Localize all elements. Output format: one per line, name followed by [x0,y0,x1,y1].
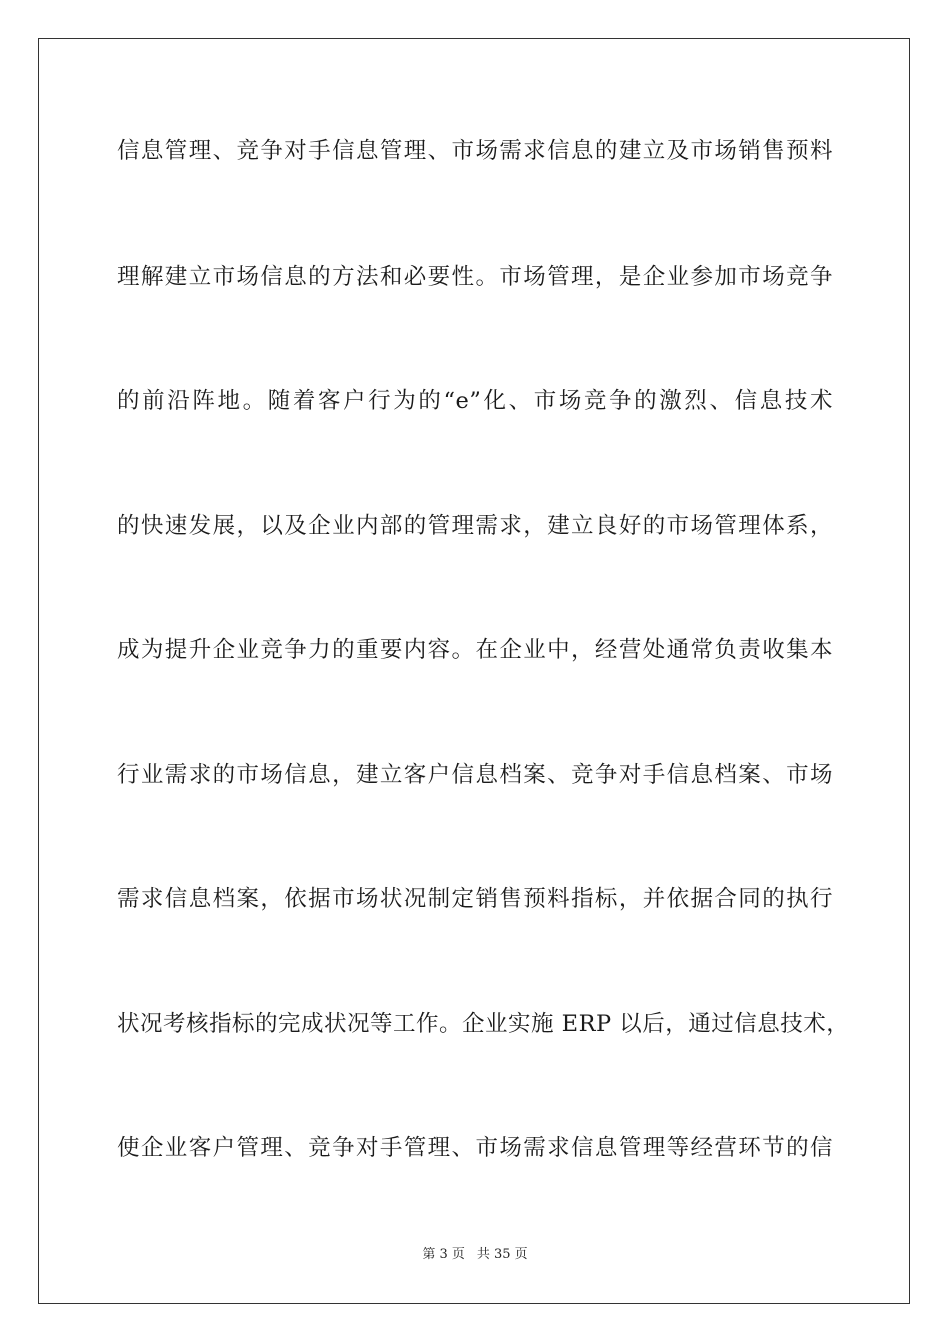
total-page-count: 共 35 页 [476,1247,528,1262]
body-text-line-2: 理解建立市场信息的方法和必要性。市场管理，是企业参加市场竞争 [117,264,833,290]
body-text-line-7: 需求信息档案，依据市场状况制定销售预料指标，并依据合同的执行 [117,886,833,912]
page-footer [0,1246,950,1264]
body-text-line-5: 成为提升企业竞争力的重要内容。在企业中，经营处通常负责收集本 [117,637,833,663]
page-border [38,38,910,1304]
body-text-line-9: 使企业客户管理、竞争对手管理、市场需求信息管理等经营环节的信 [117,1135,833,1161]
body-text-line-3: 的前沿阵地。随着客户行为的“e”化、市场竞争的激烈、信息技术 [117,388,833,414]
body-text-line-8: 状况考核指标的完成状况等工作。企业实施 ERP 以后，通过信息技术， [117,1011,850,1037]
body-text-line-6: 行业需求的市场信息，建立客户信息档案、竞争对手信息档案、市场 [117,762,833,788]
body-text-line-4: 的快速发展，以及企业内部的管理需求，建立良好的市场管理体系， [117,513,833,539]
current-page-number: 第 3 页 [422,1247,465,1262]
body-text-line-1: 信息管理、竞争对手信息管理、市场需求信息的建立及市场销售预料 [117,138,833,164]
